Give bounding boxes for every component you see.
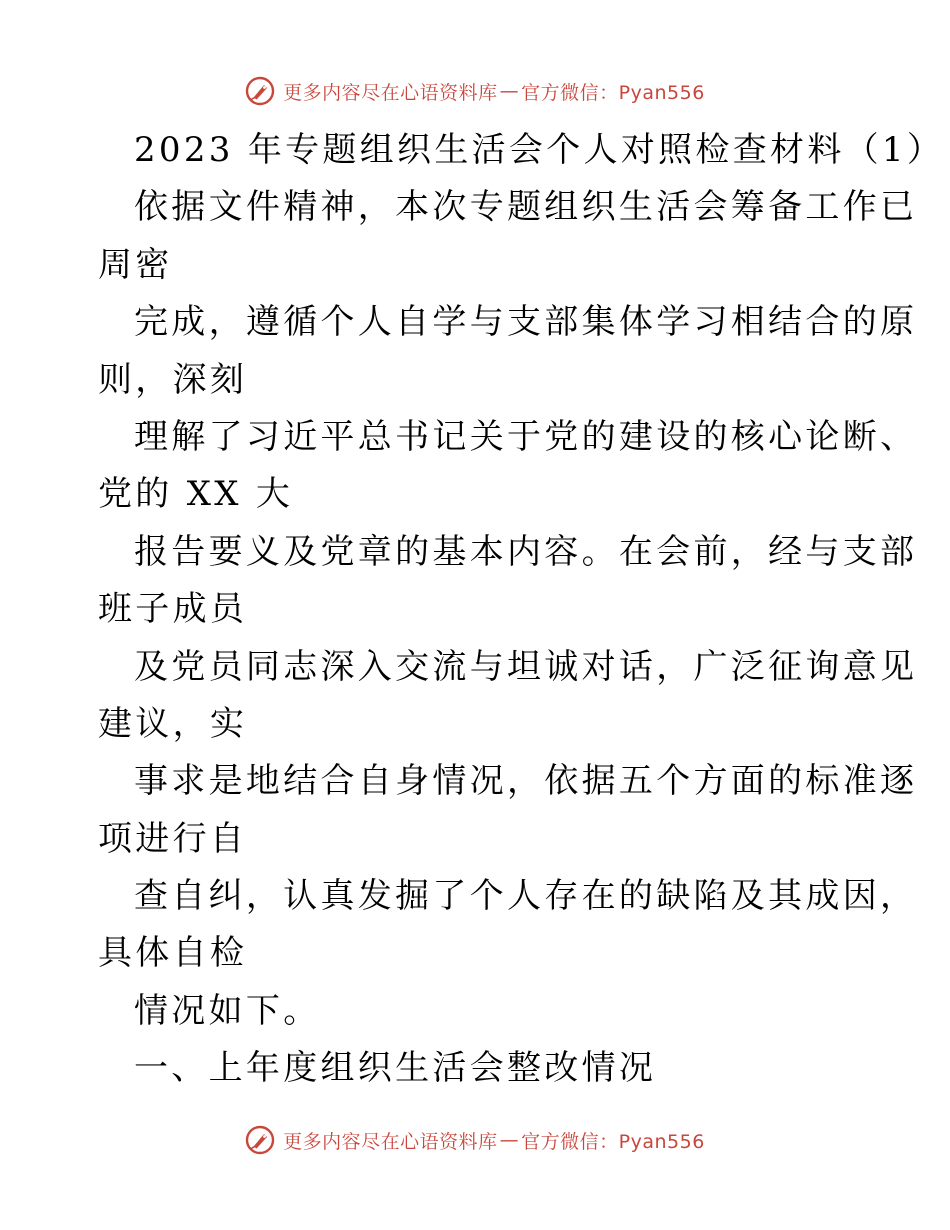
- document-line: 则，深刻: [98, 359, 248, 400]
- document-line: 及党员同志深入交流与坦诚对话，广泛征询意见: [134, 646, 918, 687]
- document-line: 具体自检: [98, 933, 248, 974]
- document-line: 建议，实: [98, 703, 248, 744]
- footer-watermark-banner: [0, 1120, 950, 1160]
- banner-dash: —: [499, 80, 520, 102]
- document-line: 党的 XX 大: [98, 474, 294, 515]
- document-line: 查自纠，认真发掘了个人存在的缺陷及其成因，: [134, 876, 918, 917]
- document-line: 完成，遵循个人自学与支部集体学习相结合的原: [134, 302, 918, 343]
- banner-wechat: 官方微信：Pyan556: [521, 81, 705, 104]
- pen-nib-logo-icon: [245, 1125, 275, 1155]
- document-line: 理解了习近平总书记关于党的建设的核心论断、: [134, 416, 918, 457]
- header-watermark-banner: [0, 71, 950, 111]
- banner-dash: —: [499, 1129, 520, 1151]
- document-line: 一、上年度组织生活会整改情况: [134, 1048, 657, 1089]
- document-line: 项进行自: [98, 818, 248, 859]
- pen-nib-logo-icon: [245, 76, 275, 106]
- document-line: 2023 年专题组织生活会个人对照检查材料（1）: [134, 130, 945, 170]
- banner-wechat: 官方微信：Pyan556: [521, 1130, 705, 1153]
- banner-text: 更多内容尽在心语资料库: [283, 81, 498, 104]
- document-body: [98, 122, 945, 1098]
- document-line: 情况如下。: [134, 990, 321, 1031]
- document-line: 周密: [98, 244, 173, 285]
- document-line: 班子成员: [98, 589, 248, 630]
- document-line: 事求是地结合自身情况，依据五个方面的标准逐: [134, 761, 918, 802]
- banner-text: 更多内容尽在心语资料库: [283, 1130, 498, 1153]
- document-line: 报告要义及党章的基本内容。在会前，经与支部: [134, 531, 918, 572]
- document-line: 依据文件精神，本次专题组织生活会筹备工作已: [134, 187, 918, 228]
